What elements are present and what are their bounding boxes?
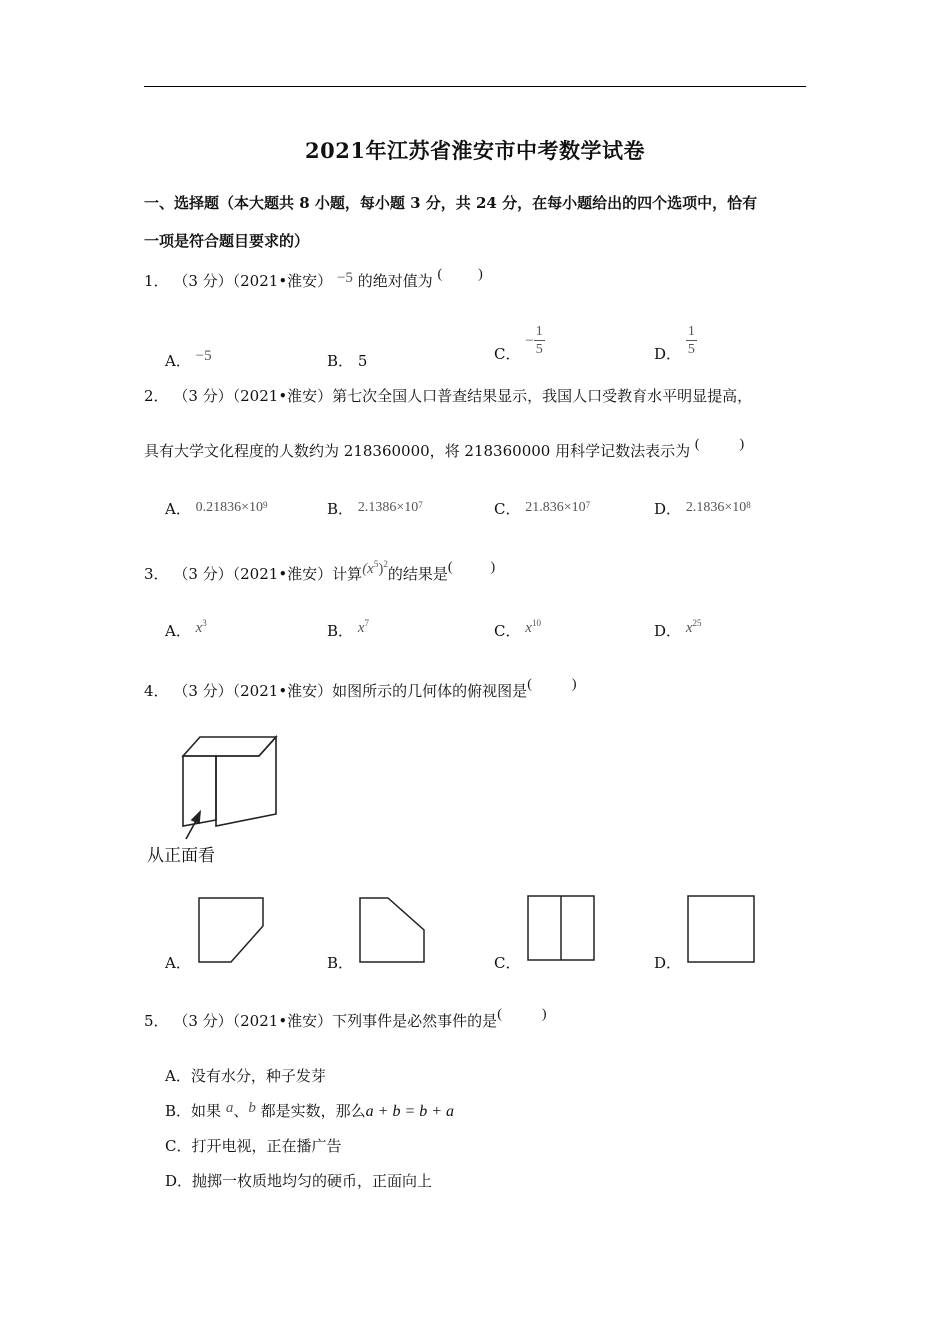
header-rule: [144, 86, 806, 87]
option-a[interactable]: A． $0.21836\times 10^9$: [165, 500, 268, 518]
option-a[interactable]: A． −5: [165, 348, 212, 370]
question-4: 4． （3 分）（2021•淮安）如图所示的几何体的俯视图是( ): [144, 677, 577, 700]
question-3: 3． （3 分）（2021•淮安）计算$(x^5)^2$的结果是( ): [144, 559, 496, 583]
fraction: $\frac{1}{5}$: [687, 324, 695, 357]
option-d[interactable]: D．抛掷一枚质地均匀的硬币，正面向上: [165, 1172, 433, 1190]
figure-caption: 从正面看: [147, 846, 215, 866]
math-expression: $(x^5)^2$: [362, 559, 388, 577]
option-c-figure: [526, 894, 596, 964]
option-b[interactable]: B． $x^7$: [327, 618, 369, 640]
option-b[interactable]: B．: [327, 954, 354, 972]
answer-paren-close: ): [571, 677, 577, 692]
option-d[interactable]: D． $\frac{1}{5}$: [654, 324, 695, 363]
question-number: 2．: [144, 387, 169, 405]
answer-paren-open: (: [694, 437, 700, 452]
question-text: 的绝对值为: [357, 272, 433, 290]
page-title: 2021年江苏省淮安市中考数学试卷: [305, 138, 645, 163]
question-meta: （3 分）（2021•淮安）: [173, 682, 333, 700]
question-number: 3．: [144, 565, 169, 583]
answer-paren-close: ): [478, 267, 483, 282]
option-a[interactable]: A．: [165, 954, 191, 972]
option-d[interactable]: D． $2.1836\times 10^8$: [654, 500, 751, 518]
question-text: 第七次全国人口普查结果显示，我国人口受教育水平明显提高，: [332, 387, 753, 405]
answer-paren-open: (: [437, 267, 443, 282]
option-d[interactable]: D． $x^{25}$: [654, 618, 702, 640]
fraction: $\frac{1}{5}$: [535, 324, 543, 357]
question-5: 5． （3 分）（2021•淮安）下列事件是必然事件的是( ): [144, 1007, 547, 1030]
question-meta: （3 分）（2021•淮安）: [173, 272, 333, 290]
section-heading: 一、选择题（本大题共 8 小题，每小题 3 分，共 24 分，在每小题给出的四个选项中，恰有: [144, 194, 758, 212]
option-d-figure: [686, 894, 756, 964]
question-number: 4．: [144, 682, 169, 700]
section-heading-cont: 一项是符合题目要求的）: [144, 232, 310, 250]
question-number: 5．: [144, 1012, 169, 1030]
question-number: 1．: [144, 272, 169, 290]
option-c[interactable]: C．打开电视，正在播广告: [165, 1137, 342, 1155]
question-2-cont: [144, 437, 745, 461]
answer-paren-open: (: [497, 1007, 502, 1022]
question-1: [144, 267, 483, 291]
option-c[interactable]: C． $21.836\times 10^7$: [494, 500, 591, 518]
math-expression: −5: [336, 270, 353, 286]
answer-paren-close: ): [739, 437, 745, 452]
answer-paren-open: (: [447, 560, 453, 575]
formula: a + b = b + a: [365, 1103, 455, 1120]
option-a[interactable]: A． $x^3$: [165, 618, 207, 640]
question-meta: （3 分）（2021•淮安）: [173, 565, 333, 583]
option-c[interactable]: C． $x^{10}$: [494, 618, 541, 640]
question-2: [144, 385, 752, 406]
option-b[interactable]: B． $2.1386\times 10^7$: [327, 500, 423, 518]
question-meta: （3 分）（2021•淮安）: [173, 1012, 333, 1030]
option-b-figure: [358, 896, 428, 966]
question-meta: （3 分）（2021•淮安）: [173, 387, 333, 405]
option-d[interactable]: D．: [654, 954, 682, 972]
answer-paren-open: (: [527, 677, 532, 692]
option-b[interactable]: B．如果 a、b 都是实数，那么a + b = b + a: [165, 1100, 455, 1120]
answer-paren-close: ): [490, 560, 496, 575]
option-c[interactable]: C． − $\frac{1}{5}$: [494, 324, 543, 363]
option-b[interactable]: B． 5: [327, 352, 368, 370]
answer-paren-close: ): [541, 1007, 547, 1022]
option-c[interactable]: C．: [494, 954, 521, 972]
solid-figure: [140, 728, 290, 840]
option-a[interactable]: A．没有水分，种子发芽: [165, 1067, 326, 1085]
question-text: 具有大学文化程度的人数约为 218360000，将 218360000 用科学记数法表示为: [144, 442, 691, 460]
option-a-figure: [197, 896, 267, 966]
